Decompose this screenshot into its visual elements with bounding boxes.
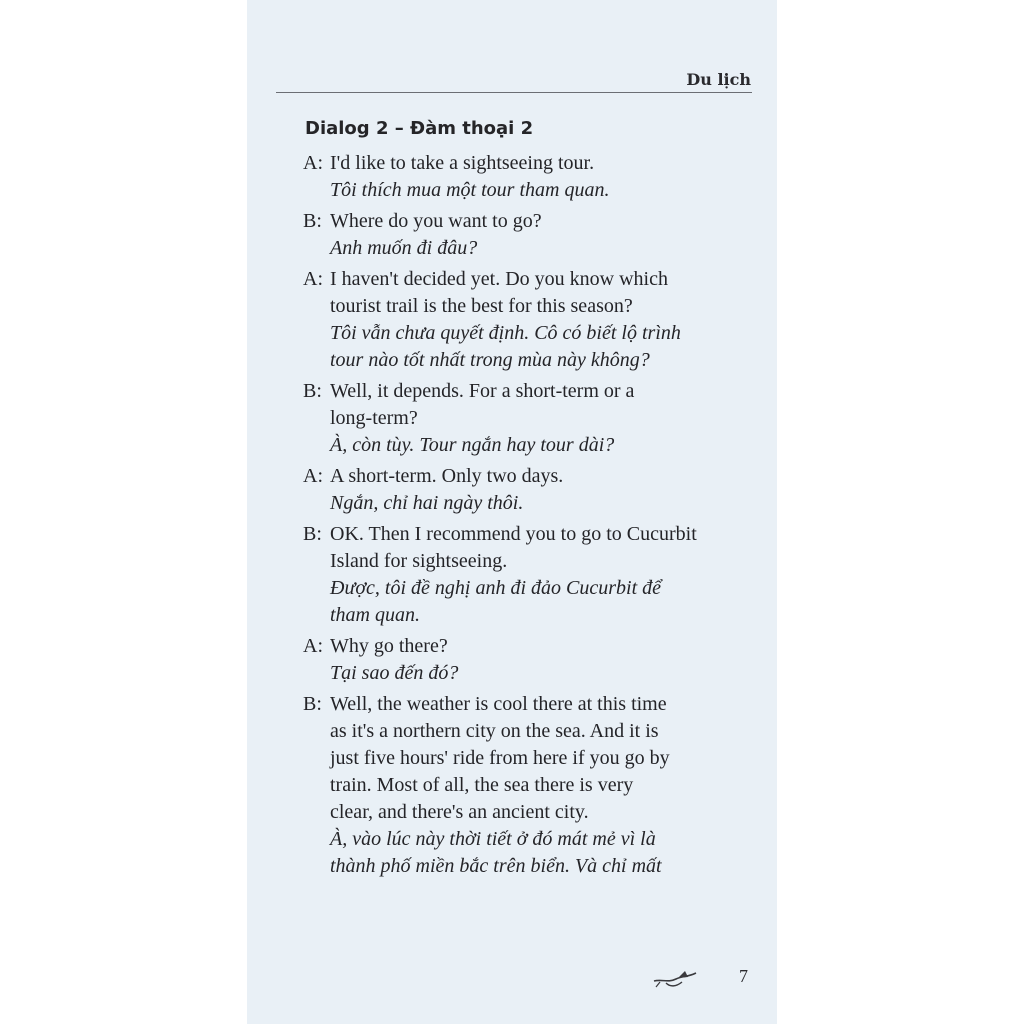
- bird-sketch-icon: [652, 967, 702, 989]
- english-line: [303, 633, 755, 660]
- english-line: [303, 521, 755, 548]
- speaker-label: B:: [303, 693, 322, 715]
- vietnamese-text: Ngắn, chỉ hai ngày thôi.: [330, 492, 524, 514]
- english-line: [303, 266, 755, 293]
- english-text: Well, the weather is cool there at this time: [330, 693, 667, 715]
- dialog-turn: [303, 378, 755, 459]
- vietnamese-line: [303, 853, 755, 880]
- english-line: [303, 691, 755, 718]
- english-text: OK. Then I recommend you to go to Cucurbit: [330, 523, 697, 545]
- english-text: Why go there?: [330, 635, 448, 657]
- english-line: [303, 799, 755, 826]
- vietnamese-text: Anh muốn đi đâu?: [330, 237, 478, 259]
- vietnamese-line: [303, 826, 755, 853]
- dialog-lines: [303, 150, 755, 884]
- english-text: as it's a northern city on the sea. And it is: [330, 720, 659, 742]
- english-line: [303, 405, 755, 432]
- vietnamese-line: [303, 602, 755, 629]
- dialog-title: Dialog 2 – Đàm thoại 2: [305, 118, 534, 139]
- vietnamese-text: Được, tôi đề nghị anh đi đảo Cucurbit để: [330, 577, 661, 599]
- speaker-label: A:: [303, 152, 323, 174]
- vietnamese-text: À, còn tùy. Tour ngắn hay tour dài?: [330, 434, 615, 456]
- english-line: [303, 745, 755, 772]
- vietnamese-text: thành phố miền bắc trên biển. Và chỉ mất: [330, 855, 662, 877]
- english-line: [303, 150, 755, 177]
- english-text: Well, it depends. For a short-term or a: [330, 380, 635, 402]
- speaker-label: [303, 293, 330, 320]
- vietnamese-text: tour nào tốt nhất trong mùa này không?: [330, 349, 650, 371]
- speaker-label: [303, 718, 330, 745]
- vietnamese-line: [303, 660, 755, 687]
- english-text: long-term?: [330, 407, 418, 429]
- speaker-label: A:: [303, 268, 323, 290]
- vietnamese-text: Tại sao đến đó?: [330, 662, 459, 684]
- speaker-label: B:: [303, 380, 322, 402]
- vietnamese-line: [303, 177, 755, 204]
- dialog-turn: [303, 208, 755, 262]
- vietnamese-line: [303, 320, 755, 347]
- vietnamese-line: [303, 432, 755, 459]
- english-text: A short-term. Only two days.: [330, 465, 564, 487]
- dialog-turn: [303, 521, 755, 629]
- english-line: [303, 378, 755, 405]
- speaker-label: A:: [303, 465, 323, 487]
- vietnamese-line: [303, 575, 755, 602]
- vietnamese-line: [303, 490, 755, 517]
- page-number: 7: [739, 966, 748, 986]
- speaker-label: [303, 799, 330, 826]
- english-line: [303, 208, 755, 235]
- speaker-label: [303, 548, 330, 575]
- english-text: Where do you want to go?: [330, 210, 542, 232]
- book-page: [247, 0, 777, 1024]
- vietnamese-text: Tôi vẫn chưa quyết định. Cô có biết lộ trình: [330, 322, 681, 344]
- speaker-label: [303, 772, 330, 799]
- english-text: train. Most of all, the sea there is very: [330, 774, 634, 796]
- vietnamese-line: [303, 347, 755, 374]
- english-line: [303, 548, 755, 575]
- header-rule: [276, 92, 752, 93]
- vietnamese-text: Tôi thích mua một tour tham quan.: [330, 179, 610, 201]
- english-text: tourist trail is the best for this season?: [330, 295, 633, 317]
- speaker-label: B:: [303, 210, 322, 232]
- dialog-turn: [303, 633, 755, 687]
- running-head: Du lịch: [686, 70, 751, 89]
- speaker-label: A:: [303, 635, 323, 657]
- vietnamese-text: tham quan.: [330, 604, 420, 626]
- english-line: [303, 293, 755, 320]
- english-line: [303, 772, 755, 799]
- speaker-label: B:: [303, 523, 322, 545]
- vietnamese-line: [303, 235, 755, 262]
- dialog-turn: [303, 150, 755, 204]
- english-text: I'd like to take a sightseeing tour.: [330, 152, 595, 174]
- english-line: [303, 463, 755, 490]
- english-text: I haven't decided yet. Do you know which: [330, 268, 668, 290]
- dialog-turn: [303, 691, 755, 880]
- english-text: Island for sightseeing.: [330, 550, 508, 572]
- speaker-label: [303, 745, 330, 772]
- english-line: [303, 718, 755, 745]
- vietnamese-text: À, vào lúc này thời tiết ở đó mát mẻ vì là: [330, 828, 656, 850]
- dialog-turn: [303, 266, 755, 374]
- speaker-label: [303, 405, 330, 432]
- dialog-turn: [303, 463, 755, 517]
- english-text: just five hours' ride from here if you go by: [330, 747, 670, 769]
- english-text: clear, and there's an ancient city.: [330, 801, 589, 823]
